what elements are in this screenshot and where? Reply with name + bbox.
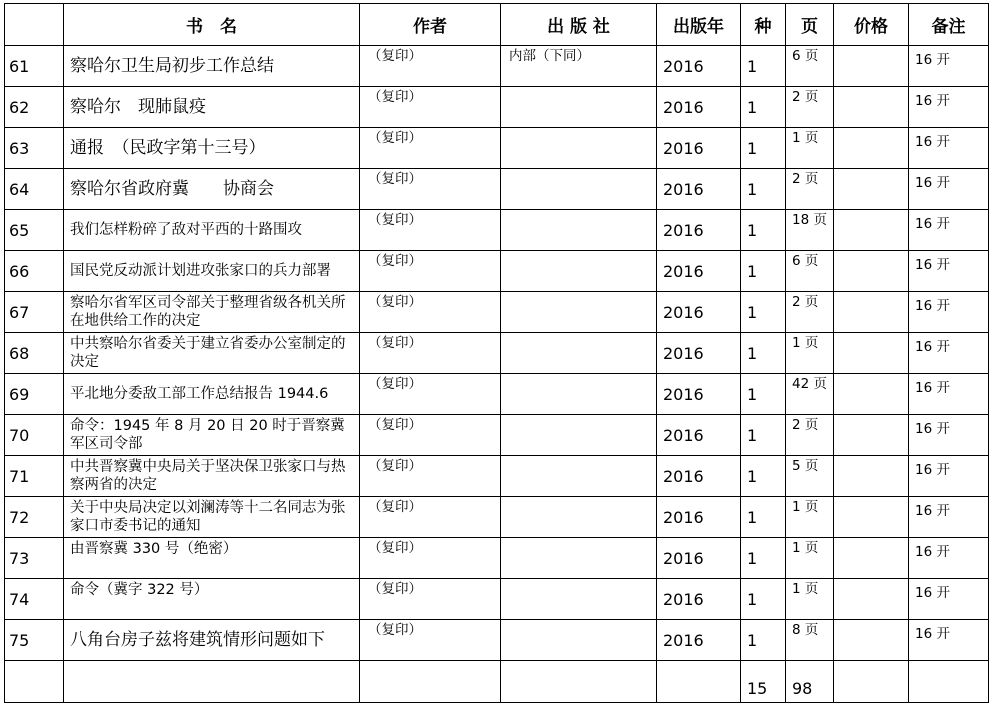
row-note: 16 开 (909, 538, 989, 579)
row-kind: 1 (741, 497, 786, 538)
row-pages: 1 页 (786, 538, 834, 579)
row-price (834, 46, 909, 87)
row-title: 察哈尔 现肺鼠疫 (64, 87, 360, 128)
row-publisher: 内部（下同） (501, 46, 657, 87)
row-year: 2016 (657, 210, 741, 251)
table-row (5, 46, 989, 87)
row-year: 2016 (657, 620, 741, 661)
row-publisher (501, 456, 657, 497)
row-number: 61 (5, 46, 64, 87)
row-pages: 8 页 (786, 620, 834, 661)
total-kind: 15 (741, 661, 786, 703)
table-row (5, 169, 989, 210)
row-author: （复印） (360, 333, 501, 374)
row-price (834, 87, 909, 128)
row-kind: 1 (741, 210, 786, 251)
row-pages: 1 页 (786, 128, 834, 169)
row-title: 中共察哈尔省委关于建立省委办公室制定的决定 (64, 333, 360, 374)
row-year: 2016 (657, 538, 741, 579)
row-note: 16 开 (909, 374, 989, 415)
row-title: 关于中央局决定以刘澜涛等十二名同志为张家口市委书记的通知 (64, 497, 360, 538)
table-row (5, 579, 989, 620)
row-kind: 1 (741, 169, 786, 210)
row-year: 2016 (657, 46, 741, 87)
row-publisher (501, 579, 657, 620)
row-number: 73 (5, 538, 64, 579)
row-number: 75 (5, 620, 64, 661)
row-publisher (501, 210, 657, 251)
row-note: 16 开 (909, 128, 989, 169)
row-pages: 2 页 (786, 87, 834, 128)
row-number: 71 (5, 456, 64, 497)
total-pages: 98 (786, 661, 834, 703)
row-author: （复印） (360, 210, 501, 251)
row-pages: 2 页 (786, 415, 834, 456)
table-row (5, 456, 989, 497)
row-title: 平北地分委敌工部工作总结报告 1944.6 (64, 374, 360, 415)
row-author: （复印） (360, 87, 501, 128)
row-publisher (501, 374, 657, 415)
table-row (5, 128, 989, 169)
row-year: 2016 (657, 333, 741, 374)
row-note: 16 开 (909, 620, 989, 661)
row-author: （复印） (360, 46, 501, 87)
row-publisher (501, 415, 657, 456)
row-year: 2016 (657, 579, 741, 620)
row-price (834, 374, 909, 415)
row-title: 察哈尔省政府冀 协商会 (64, 169, 360, 210)
row-note: 16 开 (909, 46, 989, 87)
row-pages: 1 页 (786, 497, 834, 538)
row-author: （复印） (360, 169, 501, 210)
row-note: 16 开 (909, 251, 989, 292)
row-pages: 2 页 (786, 169, 834, 210)
row-author: （复印） (360, 456, 501, 497)
row-price (834, 620, 909, 661)
row-kind: 1 (741, 251, 786, 292)
row-note: 16 开 (909, 210, 989, 251)
row-title: 命令：1945 年 8 月 20 日 20 时于晋察冀军区司令部 (64, 415, 360, 456)
header-note: 备注 (909, 4, 989, 46)
row-title: 我们怎样粉碎了敌对平西的十路围攻 (64, 210, 360, 251)
header-row (5, 4, 989, 46)
row-price (834, 251, 909, 292)
row-author: （复印） (360, 292, 501, 333)
row-publisher (501, 128, 657, 169)
row-publisher (501, 292, 657, 333)
row-price (834, 497, 909, 538)
row-title: 命令（冀字 322 号） (64, 579, 360, 620)
row-author: （复印） (360, 415, 501, 456)
row-title: 由晋察冀 330 号（绝密） (64, 538, 360, 579)
row-pages: 42 页 (786, 374, 834, 415)
header-title: 书 名 (64, 4, 360, 46)
row-note: 16 开 (909, 292, 989, 333)
table-row (5, 333, 989, 374)
header-pages: 页 (786, 4, 834, 46)
row-author: （复印） (360, 128, 501, 169)
row-number: 63 (5, 128, 64, 169)
row-title: 八角台房子兹将建筑情形问题如下 (64, 620, 360, 661)
row-kind: 1 (741, 579, 786, 620)
row-kind: 1 (741, 292, 786, 333)
table-row (5, 497, 989, 538)
table-row (5, 538, 989, 579)
header-number (5, 4, 64, 46)
table-row (5, 251, 989, 292)
table-row (5, 415, 989, 456)
row-pages: 5 页 (786, 456, 834, 497)
row-year: 2016 (657, 128, 741, 169)
row-number: 74 (5, 579, 64, 620)
row-price (834, 333, 909, 374)
table-row (5, 620, 989, 661)
row-pages: 2 页 (786, 292, 834, 333)
row-number: 70 (5, 415, 64, 456)
row-kind: 1 (741, 333, 786, 374)
row-kind: 1 (741, 538, 786, 579)
row-price (834, 538, 909, 579)
row-publisher (501, 87, 657, 128)
row-price (834, 456, 909, 497)
row-title: 国民党反动派计划进攻张家口的兵力部署 (64, 251, 360, 292)
row-number: 62 (5, 87, 64, 128)
header-price: 价格 (834, 4, 909, 46)
row-kind: 1 (741, 456, 786, 497)
row-year: 2016 (657, 169, 741, 210)
row-publisher (501, 497, 657, 538)
row-note: 16 开 (909, 415, 989, 456)
row-number: 68 (5, 333, 64, 374)
row-pages: 1 页 (786, 579, 834, 620)
row-author: （复印） (360, 251, 501, 292)
row-kind: 1 (741, 87, 786, 128)
row-title: 中共晋察冀中央局关于坚决保卫张家口与热察两省的决定 (64, 456, 360, 497)
table-row (5, 292, 989, 333)
row-year: 2016 (657, 497, 741, 538)
row-publisher (501, 169, 657, 210)
row-publisher (501, 620, 657, 661)
row-kind: 1 (741, 415, 786, 456)
row-title: 通报 （民政字第十三号） (64, 128, 360, 169)
row-kind: 1 (741, 374, 786, 415)
row-kind: 1 (741, 620, 786, 661)
row-title: 察哈尔卫生局初步工作总结 (64, 46, 360, 87)
table-row (5, 87, 989, 128)
row-number: 67 (5, 292, 64, 333)
row-pages: 1 页 (786, 333, 834, 374)
row-pages: 18 页 (786, 210, 834, 251)
row-year: 2016 (657, 87, 741, 128)
row-pages: 6 页 (786, 46, 834, 87)
row-author: （复印） (360, 620, 501, 661)
row-price (834, 169, 909, 210)
header-year: 出版年 (657, 4, 741, 46)
row-price (834, 210, 909, 251)
row-note: 16 开 (909, 333, 989, 374)
row-year: 2016 (657, 374, 741, 415)
row-year: 2016 (657, 292, 741, 333)
row-note: 16 开 (909, 87, 989, 128)
row-note: 16 开 (909, 497, 989, 538)
row-author: （复印） (360, 497, 501, 538)
row-pages: 6 页 (786, 251, 834, 292)
catalog-table (4, 3, 989, 703)
row-publisher (501, 251, 657, 292)
row-note: 16 开 (909, 169, 989, 210)
row-title: 察哈尔省军区司令部关于整理省级各机关所在地供给工作的决定 (64, 292, 360, 333)
header-publisher: 出 版 社 (501, 4, 657, 46)
row-number: 72 (5, 497, 64, 538)
row-price (834, 292, 909, 333)
row-year: 2016 (657, 251, 741, 292)
row-number: 64 (5, 169, 64, 210)
row-author: （复印） (360, 579, 501, 620)
row-number: 69 (5, 374, 64, 415)
row-publisher (501, 333, 657, 374)
row-price (834, 415, 909, 456)
row-year: 2016 (657, 456, 741, 497)
row-note: 16 开 (909, 579, 989, 620)
table-row (5, 210, 989, 251)
row-number: 65 (5, 210, 64, 251)
row-author: （复印） (360, 538, 501, 579)
row-publisher (501, 538, 657, 579)
row-number: 66 (5, 251, 64, 292)
table-row (5, 374, 989, 415)
row-price (834, 579, 909, 620)
header-kind: 种 (741, 4, 786, 46)
row-price (834, 128, 909, 169)
header-author: 作者 (360, 4, 501, 46)
row-note: 16 开 (909, 456, 989, 497)
row-author: （复印） (360, 374, 501, 415)
row-year: 2016 (657, 415, 741, 456)
row-kind: 1 (741, 128, 786, 169)
row-kind: 1 (741, 46, 786, 87)
